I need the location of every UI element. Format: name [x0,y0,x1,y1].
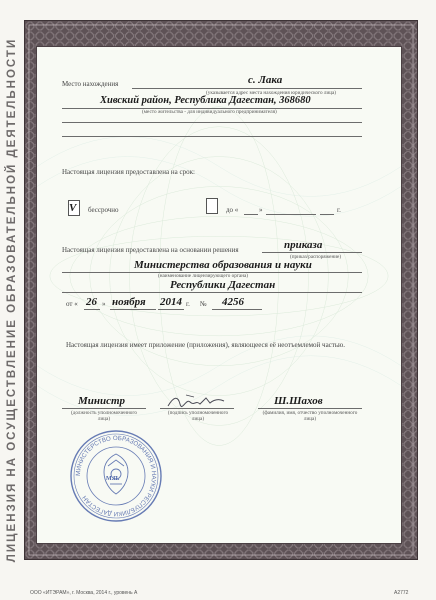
side-title-text: ЛИЦЕНЗИЯ НА ОСУЩЕСТВЛЕНИЕ ОБРАЗОВАТЕЛЬНОЙ ДЕЯТЕЛЬНОСТИ [6,37,18,563]
until-day-blank [244,214,258,215]
term-label: Настоящая лицензия предоставлена на срок: [62,168,195,176]
basis-label: Настоящая лицензия предоставлена на основании решения [62,246,239,254]
year-underline [158,309,184,310]
decision-year: 2014 [160,296,182,308]
footer-printer: ООО «ИТЭРАМ», г. Москва, 2014 г., уровень А [30,590,138,596]
day-close: » [102,300,106,308]
authority-underline-2 [62,292,362,293]
number-label: № [200,300,207,308]
until-month-blank [266,214,316,215]
decision-type: приказа [284,239,323,251]
until-year-label: г. [337,206,341,214]
position-value: Министр [78,395,126,407]
day-underline [84,309,100,310]
license-side-title [3,0,21,600]
year-suffix: г. [186,300,190,308]
decision-caption: (приказ/распоряжение) [290,254,342,260]
from-label: от « [66,300,78,308]
name-caption: (фамилия, имя, отчество уполномоченного лица) [262,410,358,422]
location-underline-4 [62,136,362,137]
month-underline [110,309,156,310]
location-value-line1: с. Лака [248,74,283,86]
location-value-line2: Хивский район, Республика Дагестан, 368680 [100,95,311,106]
seal-mp: М.П. [106,476,120,482]
decision-underline [262,252,362,253]
location-caption-1: (указывается адрес места нахождения юридического лица) [206,90,337,96]
number-underline [212,309,262,310]
location-underline-1 [132,88,362,89]
coat-of-arms-icon [104,454,128,494]
footer-serial: А2772 [394,590,409,596]
until-year-blank [320,214,334,215]
location-label: Место нахождения [62,80,119,88]
until-date-checkbox [206,198,218,214]
name-underline [258,408,362,409]
authority-line2: Республики Дагестан [170,279,276,291]
until-mid: » [259,206,263,214]
indefinite-label: бессрочно [88,206,119,214]
until-prefix: до « [226,206,239,214]
location-caption-2: (место жительства - для индивидуального предпринимателя) [142,109,277,115]
decision-month: ноября [112,296,146,308]
authority-line1: Министерства образования и науки [134,259,312,271]
appendix-note: Настоящая лицензия имеет приложение (приложения), являющееся её неотъемлемой частью. [66,341,346,349]
signature-caption: (подпись уполномоченного лица) [167,410,229,422]
position-caption: (должность уполномоченного лица) [71,410,137,422]
decision-number: 4256 [222,296,244,308]
seal-ring-text: МИНИСТЕРСТВО ОБРАЗОВАНИЯ И НАУКИ РЕСПУБЛИКИ ДАГЕСТАН [74,434,158,518]
decision-day: 26 [86,296,97,308]
authority-caption: (наименование лицензирующего органа) [158,273,249,279]
position-underline [62,408,146,409]
name-value: Ш.Шахов [274,395,323,407]
signature-underline [160,408,234,409]
location-underline-3 [62,122,362,123]
check-mark: V [69,202,77,214]
